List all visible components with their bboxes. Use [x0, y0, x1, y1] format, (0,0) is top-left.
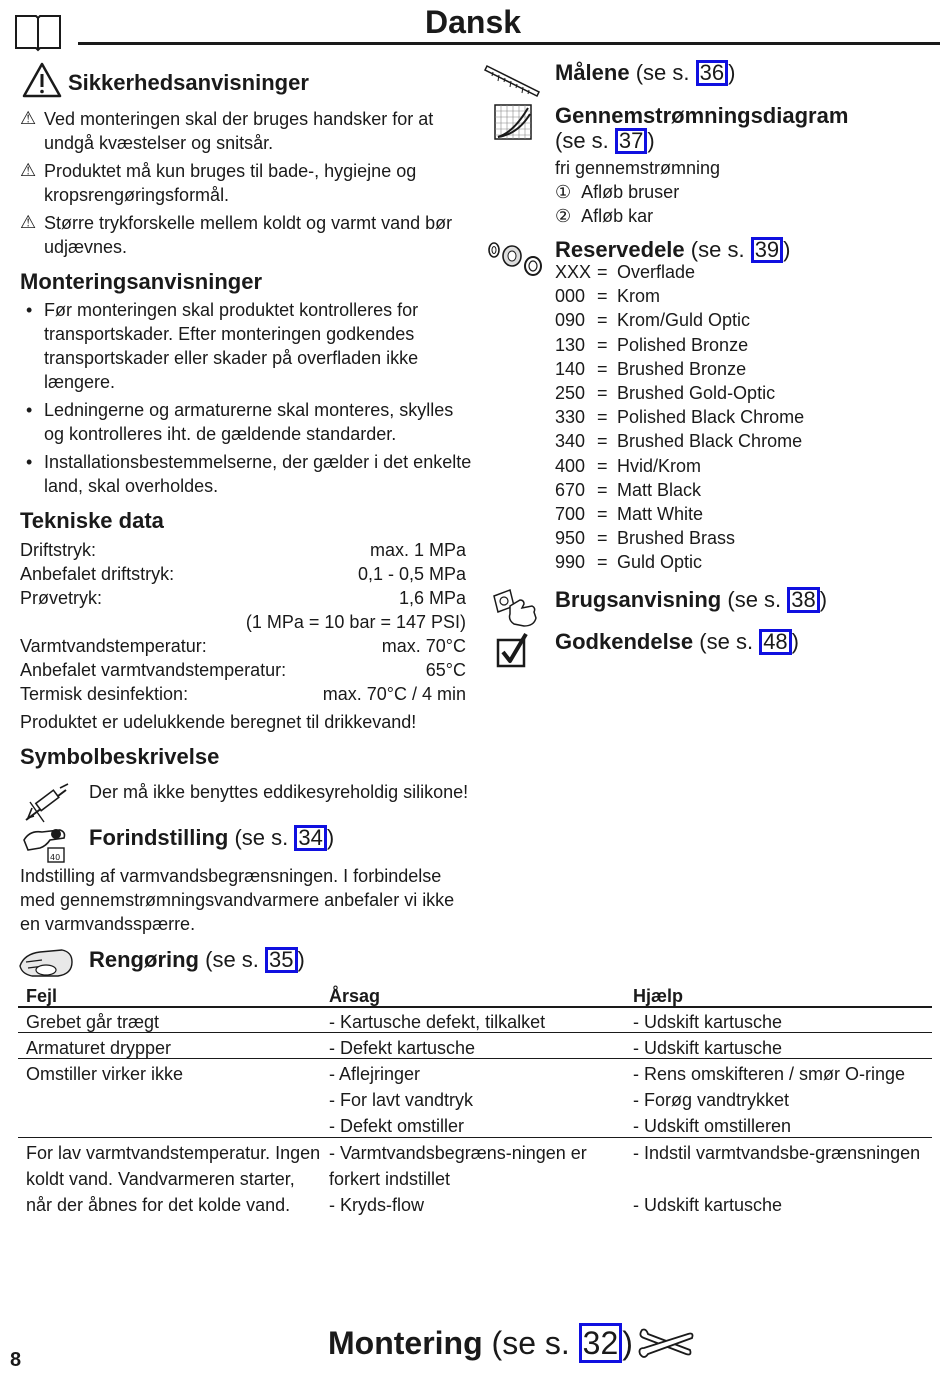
ref-suffix: ): [622, 1325, 633, 1361]
tech-value: max. 70°C: [381, 636, 466, 656]
fault-cell: Omstiller virker ikke: [26, 1064, 184, 1084]
presetting-icon: [20, 824, 72, 869]
cause-cell: - Kryds-flow: [329, 1195, 425, 1215]
safety-heading: Sikkerhedsanvisninger: [68, 70, 309, 95]
mounting-text: Ledningerne og armaturerne skal monteres, skylles: [44, 400, 454, 420]
fault-cell: Armaturet drypper: [26, 1038, 172, 1058]
ref-suffix: ): [647, 128, 655, 153]
mounting-item: [20, 398, 471, 446]
safety-text: udjævnes.: [44, 237, 128, 257]
tech-heading: Tekniske data: [20, 508, 164, 533]
help-cell: - Rens omskifteren / smør O-ringe: [633, 1064, 906, 1084]
tech-label: Anbefalet varmtvandstemperatur:: [20, 660, 287, 680]
finish-code-row: [555, 308, 804, 332]
mounting-list: [20, 298, 471, 498]
equals-sign: =: [597, 455, 608, 476]
equals-sign: =: [597, 431, 608, 452]
finish-code-row: [555, 381, 804, 405]
finish-code: 130: [555, 334, 586, 355]
small-warning-icon: ⚠: [20, 212, 37, 232]
help-cell: - Udskift kartusche: [633, 1038, 783, 1058]
fault-cell: For lav varmtvandstemperatur. Ingen: [26, 1143, 321, 1163]
safety-text: Større trykforskelle mellem koldt og varmt vand bør: [44, 213, 453, 233]
safety-text: kropsrengøringsformål.: [44, 185, 230, 205]
help-cell: - Indstil varmtvandsbe-grænsningen: [633, 1143, 921, 1163]
usage-title: Brugsanvisning: [555, 587, 722, 612]
equals-sign: =: [597, 334, 608, 355]
equals-sign: =: [597, 358, 608, 379]
dimensions-heading: [555, 60, 735, 86]
finish-code-row: [555, 526, 804, 550]
flow-ref: [555, 128, 655, 154]
tech-row: [20, 586, 466, 610]
spares-page-link[interactable]: 39: [751, 237, 783, 263]
fault-cell: koldt vand. Vandvarmeren starter,: [26, 1169, 295, 1189]
finish-code: 700: [555, 503, 586, 524]
finish-code: 090: [555, 310, 586, 331]
silicone-gun-icon: [22, 782, 72, 829]
tech-value: 65°C: [425, 660, 466, 680]
cause-cell: - Varmtvandsbegræns-ningen er: [329, 1143, 587, 1163]
mounting-text: transportskader eller skader på overfladen ikke: [44, 348, 419, 368]
cleaning-hand-icon: [18, 944, 76, 985]
safety-list: [20, 107, 452, 259]
safety-text: undgå kvæstelser og snitsår.: [44, 133, 274, 153]
flow-page-link[interactable]: 37: [615, 128, 647, 154]
presetting-heading: [89, 825, 334, 851]
cause-cell: - Kartusche defekt, tilkalket: [329, 1012, 546, 1032]
presetting-line: med gennemstrømningsvandvarmere anbefaler vi ikke: [20, 890, 455, 910]
mounting-text: længere.: [44, 372, 116, 392]
tech-value: 1,6 MPa: [398, 588, 466, 608]
finish-code: 140: [555, 358, 586, 379]
finish-name: Polished Bronze: [617, 334, 749, 355]
finish-code-row: [555, 333, 804, 357]
dimensions-title: Målene: [555, 60, 630, 85]
help-cell: - Udskift kartusche: [633, 1012, 783, 1032]
table-row-divider: [18, 1032, 932, 1033]
mount-title: Montering: [328, 1325, 483, 1361]
safety-item: [20, 159, 452, 207]
hand-button-icon: [488, 586, 540, 633]
finish-name: Matt White: [617, 503, 704, 524]
outlet-item: [555, 180, 679, 204]
ref-suffix: ): [783, 237, 791, 262]
ref-prefix: (se s.: [690, 237, 751, 262]
ref-suffix: ): [791, 629, 799, 654]
outlet-number: ①: [555, 182, 572, 202]
tech-label: Termisk desinfektion:: [20, 684, 189, 704]
mounting-footer: [328, 1322, 633, 1364]
tech-row: [20, 562, 466, 586]
equals-sign: =: [597, 479, 608, 500]
fault-header: Fejl: [26, 986, 58, 1006]
symbols-heading: Symbolbeskrivelse: [20, 744, 220, 769]
finish-code-row: [555, 260, 804, 284]
tech-row: [20, 682, 466, 706]
finish-code: 330: [555, 407, 586, 428]
equals-sign: =: [597, 552, 608, 573]
silicone-text: Der må ikke benyttes eddikesyreholdig silikone!: [89, 782, 469, 802]
presetting-page-link[interactable]: 34: [294, 825, 326, 851]
svg-text:40: 40: [50, 853, 61, 862]
cause-cell: - Defekt kartusche: [329, 1038, 476, 1058]
bullet: •: [26, 452, 33, 472]
tech-label: Prøvetryk:: [20, 588, 103, 608]
finish-name: Brushed Black Chrome: [617, 431, 803, 452]
approval-title: Godkendelse: [555, 629, 694, 654]
cause-cell: - Aflejringer: [329, 1064, 421, 1084]
finish-code: 670: [555, 479, 586, 500]
book-icon: [14, 12, 62, 57]
bullet: •: [26, 300, 33, 320]
help-header: Hjælp: [633, 986, 684, 1006]
tech-label: Anbefalet driftstryk:: [20, 564, 175, 584]
ref-prefix: (se s.: [727, 587, 788, 612]
finish-name: Overflade: [617, 262, 696, 282]
tech-value: max. 1 MPa: [369, 540, 466, 560]
equals-sign: =: [597, 407, 608, 428]
safety-item: [20, 107, 452, 155]
warning-icon: [22, 62, 62, 103]
cause-cell: forkert indstillet: [329, 1169, 451, 1189]
tech-row: [20, 610, 466, 634]
ref-prefix: (se s.: [205, 947, 266, 972]
ref-prefix: (se s.: [234, 825, 295, 850]
finish-code-row: [555, 357, 804, 381]
finish-code: 000: [555, 286, 586, 307]
finish-code: 990: [555, 552, 586, 573]
ref-prefix: (se s.: [491, 1325, 579, 1361]
finish-name: Matt Black: [617, 479, 702, 500]
fault-cell: når der åbnes for det kolde vand.: [26, 1195, 291, 1215]
tech-value: (1 MPa = 10 bar = 147 PSI): [245, 612, 466, 632]
small-warning-icon: ⚠: [20, 108, 37, 128]
finish-code-list: [555, 260, 804, 574]
finish-name: Guld Optic: [617, 552, 703, 573]
usage-heading: [555, 587, 827, 613]
finish-name: Brushed Gold-Optic: [617, 382, 776, 403]
safety-text: Ved monteringen skal der bruges handsker for at: [44, 109, 434, 129]
equals-sign: =: [597, 262, 608, 282]
finish-code: 950: [555, 528, 586, 549]
flow-heading: Gennemstrømningsdiagram: [555, 103, 849, 128]
presetting-title: Forindstilling: [89, 825, 229, 850]
fault-cell: Grebet går trægt: [26, 1012, 160, 1032]
equals-sign: =: [597, 286, 608, 307]
help-cell: - Udskift omstilleren: [633, 1116, 792, 1136]
ref-suffix: ): [819, 587, 828, 612]
ref-prefix: (se s.: [699, 629, 760, 654]
mounting-heading: Monteringsanvisninger: [20, 269, 263, 294]
equals-sign: =: [597, 310, 608, 331]
cause-cell: - Defekt omstiller: [329, 1116, 465, 1136]
outlet-label: Afløb kar: [581, 206, 654, 226]
spares-title: Reservedele: [555, 237, 685, 262]
outlet-number: ②: [555, 206, 572, 226]
tech-row: [20, 658, 466, 682]
equals-sign: =: [597, 382, 608, 403]
flow-diagram-icon: [494, 104, 534, 147]
ref-prefix: (se s.: [635, 60, 696, 85]
mounting-text: og kontrolleres iht. de gældende standarder.: [44, 424, 397, 444]
ref-prefix: (se s.: [555, 128, 615, 153]
free-flow-label: fri gennemstrømning: [555, 158, 721, 178]
header-rule: [78, 42, 940, 45]
table-row-divider: [18, 1137, 932, 1138]
finish-name: Hvid/Krom: [617, 455, 702, 476]
finish-name: Krom: [617, 286, 661, 307]
presetting-line: en varmvandsspærre.: [20, 914, 196, 934]
finish-code-row: [555, 550, 804, 574]
checkbox-check-icon: [496, 632, 530, 673]
finish-code-row: [555, 502, 804, 526]
table-row-divider: [18, 1058, 932, 1059]
cleaning-page-link[interactable]: 35: [265, 947, 297, 973]
tech-row: [20, 634, 466, 658]
tech-table: [20, 538, 466, 734]
mounting-text: land, skal overholdes.: [44, 476, 219, 496]
outlet-label: Afløb bruser: [581, 182, 680, 202]
finish-code-row: [555, 478, 804, 502]
bullet: •: [26, 400, 33, 420]
page-number: 8: [10, 1349, 22, 1371]
finish-code-row: [555, 284, 804, 308]
ref-suffix: ): [297, 947, 305, 972]
mounting-text: Installationsbestemmelserne, der gælder i det enkelte: [44, 452, 472, 472]
presetting-text: [20, 864, 454, 936]
tech-label: Varmtvandstemperatur:: [20, 636, 207, 656]
ref-suffix: ): [728, 60, 736, 85]
finish-code-row: [555, 429, 804, 453]
dimensions-page-link[interactable]: 36: [696, 60, 728, 86]
ruler-icon: [485, 60, 543, 103]
mount-page-link[interactable]: 32: [579, 1323, 623, 1363]
finish-code: 340: [555, 431, 586, 452]
tech-value: max. 70°C / 4 min: [322, 684, 466, 704]
mounting-item: [20, 298, 471, 394]
tech-note: Produktet er udelukkende beregnet til drikkevand!: [20, 712, 417, 732]
finish-name: Brushed Brass: [617, 528, 736, 549]
wrench-icon: [636, 1324, 696, 1369]
equals-sign: =: [597, 503, 608, 524]
mounting-text: Før monteringen skal produktet kontrolleres for: [44, 300, 419, 320]
finish-name: Brushed Bronze: [617, 358, 747, 379]
spare-parts-icon: [486, 238, 544, 281]
tech-row: [20, 538, 466, 562]
equals-sign: =: [597, 528, 608, 549]
safety-item: [20, 211, 452, 259]
cleaning-heading: [89, 947, 305, 973]
safety-text: Produktet må kun bruges til bade-, hygiejne og: [44, 161, 417, 181]
tech-value: 0,1 - 0,5 MPa: [357, 564, 466, 584]
mounting-text: transportskader. Efter monteringen godkendes: [44, 324, 415, 344]
finish-code-row: [555, 454, 804, 478]
finish-code: 400: [555, 455, 586, 476]
presetting-line: Indstilling af varmvandsbegrænsningen. I forbindelse: [20, 866, 442, 886]
page-title: Dansk: [425, 4, 522, 40]
finish-name: Krom/Guld Optic: [617, 310, 751, 331]
usage-page-link[interactable]: 38: [787, 587, 819, 613]
cause-header: Årsag: [329, 986, 381, 1006]
finish-code: 250: [555, 382, 586, 403]
approval-page-link[interactable]: 48: [759, 629, 791, 655]
finish-code-row: [555, 405, 804, 429]
mounting-item: [20, 450, 471, 498]
help-cell: - Udskift kartusche: [633, 1195, 783, 1215]
tech-label: Driftstryk:: [20, 540, 96, 560]
table-rule: [18, 1006, 932, 1008]
ref-suffix: ): [326, 825, 335, 850]
small-warning-icon: ⚠: [20, 160, 37, 180]
finish-code: XXX: [555, 262, 592, 282]
finish-name: Polished Black Chrome: [617, 407, 805, 428]
approval-heading: [555, 629, 799, 655]
help-cell: - Forøg vandtrykket: [633, 1090, 790, 1110]
cleaning-title: Rengøring: [89, 947, 199, 972]
cause-cell: - For lavt vandtryk: [329, 1090, 474, 1110]
outlet-item: [555, 204, 653, 228]
